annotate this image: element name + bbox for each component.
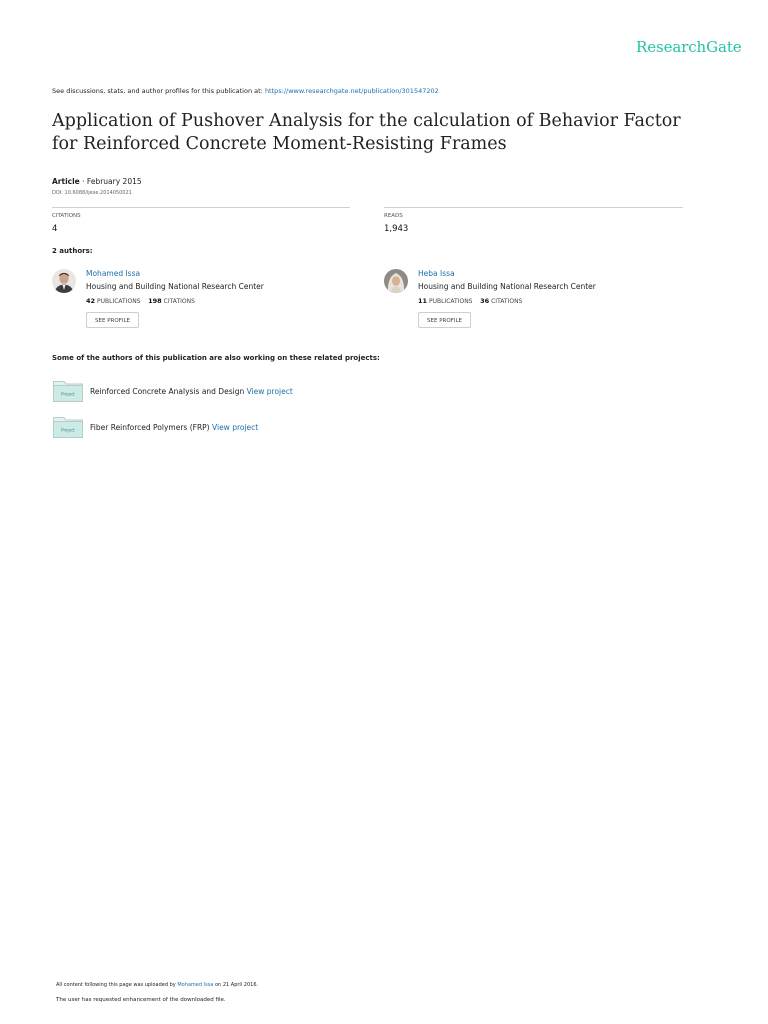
author-name-1[interactable]: Mohamed Issa	[86, 269, 141, 278]
author-citations-count-1: 198	[148, 297, 162, 305]
authors-heading: 2 authors:	[52, 247, 93, 255]
folder-icon	[53, 416, 83, 438]
reads-divider	[384, 207, 683, 208]
avatar-female-icon	[384, 269, 408, 293]
discussion-prefix: See discussions, stats, and author profiles for this publication at:	[52, 87, 263, 95]
project-title-1: Reinforced Concrete Analysis and Design	[90, 387, 245, 396]
author-institution-1: Housing and Building National Research Center	[86, 282, 264, 291]
upload-suffix: on 21 April 2016.	[215, 982, 259, 988]
publication-url-link[interactable]: https://www.researchgate.net/publication/301547202	[264, 87, 439, 95]
publication-title: Application of Pushover Analysis for the calculation of Behavior Factor for Reinforced Concrete Moment-Resisting Frames	[52, 111, 681, 154]
author-publications-label-1: PUBLICATIONS	[96, 298, 141, 305]
author-citations-count-2: 36	[480, 297, 490, 305]
author-avatar-1[interactable]	[52, 269, 76, 293]
publication-doi[interactable]: DOI: 10.6088/ijese.2014050021	[52, 190, 132, 196]
enhancement-note: The user has requested enhancement of the downloaded file.	[56, 997, 226, 1003]
project-icon-label-2: Project	[61, 427, 75, 433]
researchgate-logo[interactable]: ResearchGate	[636, 38, 742, 56]
publication-type: Article	[52, 177, 80, 186]
upload-note	[56, 982, 258, 988]
citations-divider	[52, 207, 350, 208]
project-title-2: Fiber Reinforced Polymers (FRP)	[90, 423, 210, 432]
publication-meta	[52, 177, 142, 186]
publication-date: · February 2015	[82, 177, 142, 186]
author-name-2[interactable]: Heba Issa	[418, 269, 455, 278]
project-item-2	[90, 423, 258, 432]
project-folder-icon-2	[53, 416, 83, 436]
see-profile-button-2[interactable]: SEE PROFILE	[418, 312, 471, 328]
project-folder-icon-1	[53, 380, 83, 400]
avatar-male-icon	[52, 269, 76, 293]
citations-label: CITATIONS	[52, 213, 81, 219]
view-project-link-2[interactable]: View project	[212, 423, 259, 432]
author-avatar-2[interactable]	[384, 269, 408, 293]
author-citations-label-2: CITATIONS	[491, 298, 523, 305]
reads-value: 1,943	[384, 224, 409, 234]
uploader-link[interactable]: Mohamed Issa	[177, 982, 214, 988]
projects-heading: Some of the authors of this publication are also working on these related projects:	[52, 354, 380, 362]
upload-prefix: All content following this page was uploaded by	[56, 982, 176, 988]
view-project-link-1[interactable]: View project	[246, 387, 293, 396]
see-profile-button-1[interactable]: SEE PROFILE	[86, 312, 139, 328]
project-item-1	[90, 387, 293, 396]
author-publications-count-2: 11	[418, 297, 428, 305]
author-citations-label-1: CITATIONS	[163, 298, 195, 305]
author-institution-2: Housing and Building National Research Center	[418, 282, 596, 291]
author-publications-count-1: 42	[86, 297, 96, 305]
reads-label: READS	[384, 213, 403, 219]
author-counts-2	[418, 297, 522, 305]
discussion-line	[52, 87, 439, 95]
author-counts-1	[86, 297, 195, 305]
folder-icon	[53, 380, 83, 402]
author-publications-label-2: PUBLICATIONS	[428, 298, 473, 305]
citations-value: 4	[52, 224, 58, 234]
project-icon-label-1: Project	[61, 391, 75, 397]
